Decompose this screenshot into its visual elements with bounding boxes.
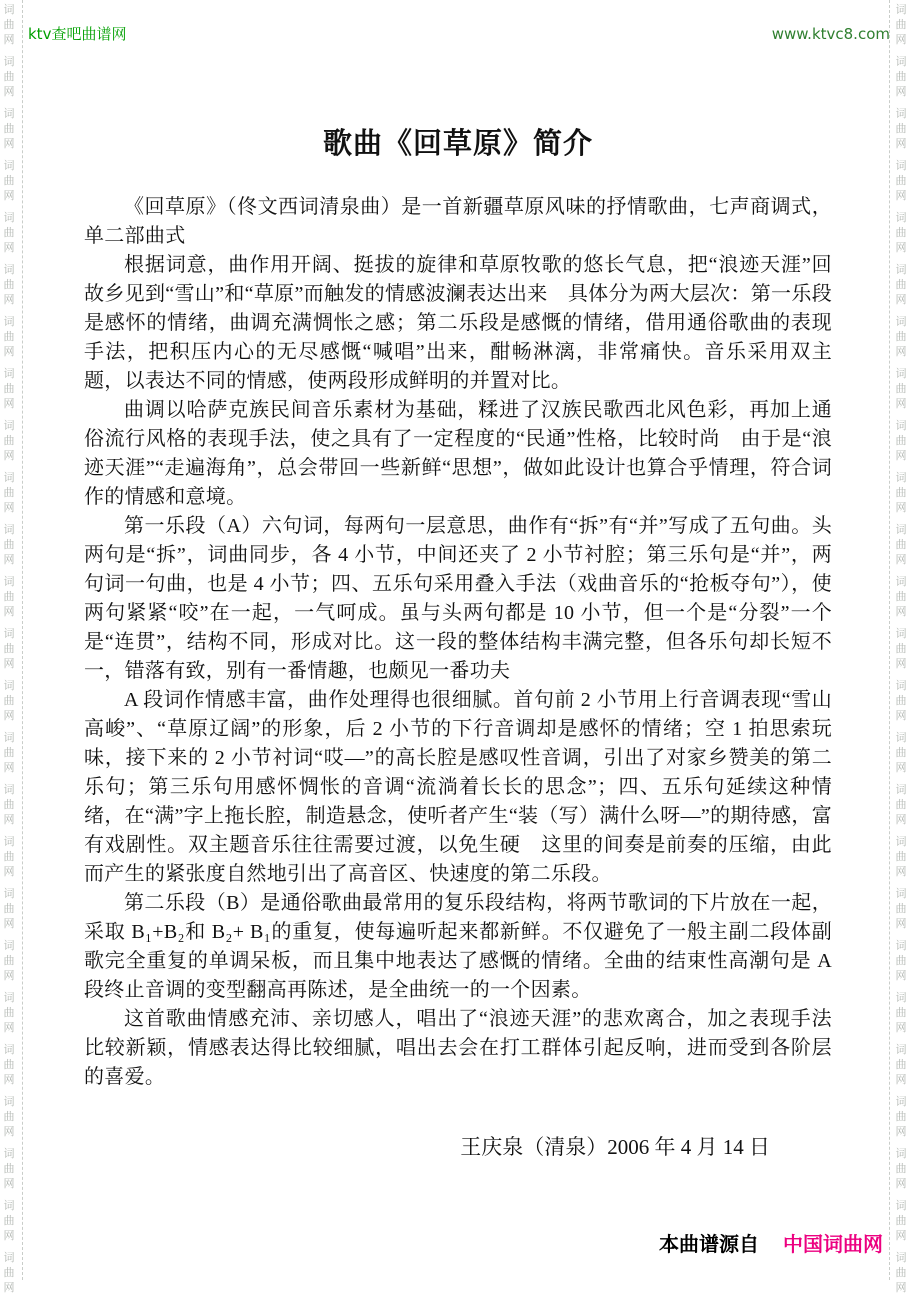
right-watermark-column [894, 2, 908, 1294]
watermark-group [2, 366, 16, 411]
left-watermark-column [2, 2, 16, 1294]
watermark-char: 网 [3, 1177, 15, 1190]
watermark-group [894, 626, 908, 671]
watermark-char: 网 [895, 553, 907, 566]
watermark-group [894, 574, 908, 619]
watermark-char: 词 [895, 263, 907, 276]
watermark-char: 词 [3, 1251, 15, 1264]
watermark-group [2, 158, 16, 203]
watermark-char: 曲 [3, 18, 15, 31]
watermark-char: 曲 [3, 1266, 15, 1279]
watermark-char: 网 [3, 813, 15, 826]
watermark-char: 曲 [3, 590, 15, 603]
watermark-char: 曲 [3, 278, 15, 291]
watermark-group [2, 938, 16, 983]
watermark-group [2, 106, 16, 151]
watermark-char: 词 [3, 55, 15, 68]
watermark-group [894, 938, 908, 983]
watermark-group [2, 418, 16, 463]
watermark-group [2, 1094, 16, 1139]
watermark-group [894, 106, 908, 151]
watermark-char: 网 [3, 657, 15, 670]
watermark-char: 词 [3, 315, 15, 328]
watermark-group [894, 834, 908, 879]
watermark-group [894, 730, 908, 775]
article-paragraph: A 段词作情感丰富，曲作处理得也很细腻。首句前 2 小节用上行音调表现“雪山高峻”、“草原辽阔”的形象，后 2 小节的下行音调却是感怀的情绪；空 1 拍思索玩味，接下来的 2 小节衬词“哎—”的高长腔是感叹性音调，引出了对家乡赞美的第二乐句；第三乐句用感怀惆怅的音调“流淌着长长的思念”；四、五乐句延续这种情绪，在“满”字上拖长腔，制造悬念，使听者产生“装（写）满什么呀—”的期待感，富有戏剧性。双主题音乐往往需要过渡，以免生硬 这里的间奏是前奏的压缩，由此而产生的紧张度自然地引出了高音区、快速度的第二乐段。 [84, 689, 832, 885]
watermark-group [894, 366, 908, 411]
watermark-char: 词 [3, 3, 15, 16]
page-footer [659, 1232, 883, 1256]
watermark-group [894, 54, 908, 99]
article-paragraph: 《回草原》（佟文西词清泉曲）是一首新疆草原风味的抒情歌曲，七声商调式，单二部曲式 [84, 196, 832, 247]
watermark-char: 曲 [895, 434, 907, 447]
watermark-group [894, 1042, 908, 1087]
watermark-char: 曲 [895, 278, 907, 291]
watermark-char: 词 [895, 679, 907, 692]
right-dashed-divider [889, 0, 890, 1280]
watermark-char: 曲 [3, 902, 15, 915]
watermark-group [894, 990, 908, 1035]
watermark-char: 网 [895, 865, 907, 878]
watermark-char: 网 [3, 761, 15, 774]
watermark-char: 网 [3, 553, 15, 566]
watermark-char: 网 [895, 1021, 907, 1034]
watermark-char: 网 [895, 1229, 907, 1242]
watermark-char: 网 [895, 1125, 907, 1138]
watermark-char: 曲 [895, 1110, 907, 1123]
watermark-char: 曲 [895, 642, 907, 655]
watermark-char: 曲 [895, 850, 907, 863]
watermark-char: 词 [3, 575, 15, 588]
watermark-char: 曲 [3, 694, 15, 707]
watermark-char: 网 [895, 397, 907, 410]
article-paragraph: 第二乐段（B）是通俗歌曲最常用的复乐段结构，将两节歌词的下片放在一起，采取 B₁+B₂和 B₂+ B₁的重复，使每遍听起来都新鲜。不仅避免了一般主副二段体副歌完全重复的单调呆板，而且集中地表达了感慨的情绪。全曲的结束性高潮句是 A 段终止音调的变型翻高再陈述，是全曲统一的一个因素。 [84, 892, 832, 1001]
watermark-group [2, 210, 16, 255]
watermark-char: 网 [895, 345, 907, 358]
watermark-char: 曲 [3, 1058, 15, 1071]
watermark-char: 词 [895, 939, 907, 952]
watermark-char: 曲 [895, 590, 907, 603]
watermark-char: 词 [895, 523, 907, 536]
watermark-char: 词 [895, 471, 907, 484]
article-paragraph: 这首歌曲情感充沛、亲切感人，唱出了“浪迹天涯”的悲欢离合，加之表现手法比较新颖，情感表达得比较细腻，唱出去会在打工群体引起反响，进而受到各阶层的喜爱。 [84, 1008, 832, 1088]
watermark-group [2, 626, 16, 671]
watermark-char: 曲 [895, 330, 907, 343]
watermark-char: 曲 [3, 70, 15, 83]
watermark-char: 词 [895, 1043, 907, 1056]
watermark-char: 词 [3, 107, 15, 120]
watermark-char: 词 [3, 159, 15, 172]
watermark-char: 词 [895, 887, 907, 900]
watermark-char: 词 [3, 419, 15, 432]
watermark-char: 网 [895, 1281, 907, 1294]
left-dashed-divider [22, 0, 23, 1280]
watermark-char: 网 [895, 657, 907, 670]
watermark-char: 网 [895, 969, 907, 982]
watermark-char: 词 [3, 679, 15, 692]
watermark-group [894, 2, 908, 47]
watermark-group [894, 314, 908, 359]
watermark-char: 词 [3, 991, 15, 1004]
watermark-char: 网 [3, 1021, 15, 1034]
watermark-char: 曲 [3, 226, 15, 239]
watermark-group [2, 886, 16, 931]
watermark-char: 网 [3, 1073, 15, 1086]
watermark-char: 网 [895, 605, 907, 618]
watermark-char: 网 [895, 241, 907, 254]
watermark-char: 曲 [895, 70, 907, 83]
watermark-char: 网 [3, 449, 15, 462]
watermark-char: 网 [895, 293, 907, 306]
watermark-char: 词 [3, 211, 15, 224]
watermark-char: 曲 [3, 1214, 15, 1227]
watermark-group [2, 574, 16, 619]
watermark-group [2, 314, 16, 359]
watermark-char: 曲 [895, 1006, 907, 1019]
watermark-group [894, 418, 908, 463]
watermark-char: 网 [895, 709, 907, 722]
watermark-group [2, 470, 16, 515]
watermark-char: 曲 [3, 174, 15, 187]
watermark-char: 曲 [895, 746, 907, 759]
watermark-char: 词 [3, 263, 15, 276]
watermark-char: 词 [3, 887, 15, 900]
watermark-char: 词 [895, 991, 907, 1004]
watermark-char: 曲 [895, 174, 907, 187]
watermark-char: 词 [895, 55, 907, 68]
source-site-link[interactable]: 中国词曲网 [783, 1232, 883, 1256]
watermark-char: 网 [895, 1073, 907, 1086]
watermark-char: 网 [3, 917, 15, 930]
watermark-char: 词 [3, 367, 15, 380]
watermark-group [2, 54, 16, 99]
watermark-char: 词 [895, 1147, 907, 1160]
watermark-group [894, 782, 908, 827]
watermark-char: 词 [895, 315, 907, 328]
site-url-link[interactable]: www.ktvc8.com [771, 25, 890, 43]
watermark-group [894, 1250, 908, 1295]
watermark-char: 词 [895, 107, 907, 120]
watermark-char: 词 [3, 939, 15, 952]
author-signature: 王庆泉（清泉）2006 年 4 月 14 日 [460, 1135, 770, 1159]
watermark-char: 曲 [3, 642, 15, 655]
article-paragraph: 根据词意，曲作用开阔、挺拔的旋律和草原牧歌的悠长气息，把“浪迹天涯”回故乡见到“雪山”和“草原”而触发的情感波澜表达出来 具体分为两大层次：第一乐段是感怀的情绪，曲调充满惆怅之感；第二乐段是感慨的情绪，借用通俗歌曲的表现手法，把积压内心的无尽感慨“喊唱”出来，酣畅淋漓，非常痛快。音乐采用双主题，以表达不同的情感，使两段形成鲜明的并置对比。 [84, 254, 832, 392]
watermark-char: 网 [895, 1177, 907, 1190]
watermark-char: 网 [3, 1125, 15, 1138]
watermark-char: 曲 [895, 798, 907, 811]
watermark-char: 曲 [895, 694, 907, 707]
watermark-char: 词 [3, 1147, 15, 1160]
watermark-char: 词 [895, 731, 907, 744]
watermark-group [894, 1146, 908, 1191]
watermark-group [894, 522, 908, 567]
watermark-group [894, 262, 908, 307]
watermark-char: 曲 [3, 850, 15, 863]
watermark-group [2, 1250, 16, 1295]
watermark-char: 网 [895, 33, 907, 46]
watermark-char: 网 [895, 761, 907, 774]
watermark-char: 词 [3, 1043, 15, 1056]
watermark-group [2, 2, 16, 47]
watermark-char: 词 [895, 1095, 907, 1108]
watermark-char: 曲 [3, 1006, 15, 1019]
watermark-group [2, 730, 16, 775]
watermark-char: 曲 [3, 486, 15, 499]
watermark-char: 词 [3, 627, 15, 640]
watermark-char: 词 [895, 1199, 907, 1212]
watermark-char: 网 [895, 137, 907, 150]
article-paragraph: 曲调以哈萨克族民间音乐素材为基础，糅进了汉族民歌西北风色彩，再加上通俗流行风格的表现手法，使之具有了一定程度的“民通”性格，比较时尚 由于是“浪迹天涯”“走遍海角”，总会带回一些新鲜“思想”，做如此设计也算合乎情理，符合词作的情感和意境。 [84, 399, 832, 508]
watermark-char: 曲 [895, 1162, 907, 1175]
watermark-char: 曲 [895, 954, 907, 967]
watermark-group [2, 782, 16, 827]
watermark-char: 曲 [895, 122, 907, 135]
watermark-char: 曲 [3, 382, 15, 395]
watermark-char: 词 [895, 1251, 907, 1264]
watermark-char: 词 [895, 211, 907, 224]
source-label: 本曲谱源自 [659, 1232, 759, 1256]
watermark-char: 曲 [895, 1058, 907, 1071]
watermark-char: 网 [3, 865, 15, 878]
watermark-char: 词 [3, 523, 15, 536]
watermark-char: 曲 [895, 1214, 907, 1227]
watermark-char: 网 [3, 605, 15, 618]
watermark-char: 网 [3, 709, 15, 722]
watermark-char: 网 [3, 501, 15, 514]
watermark-char: 词 [895, 3, 907, 16]
watermark-char: 曲 [3, 434, 15, 447]
watermark-char: 网 [895, 449, 907, 462]
watermark-group [2, 1198, 16, 1243]
watermark-char: 曲 [3, 1162, 15, 1175]
watermark-group [894, 678, 908, 723]
watermark-char: 词 [3, 471, 15, 484]
watermark-char: 词 [3, 1199, 15, 1212]
watermark-char: 曲 [895, 486, 907, 499]
watermark-char: 曲 [895, 18, 907, 31]
watermark-group [894, 158, 908, 203]
article-paragraphs [84, 193, 832, 1092]
watermark-char: 网 [3, 969, 15, 982]
watermark-char: 词 [895, 627, 907, 640]
watermark-group [894, 886, 908, 931]
watermark-char: 词 [895, 419, 907, 432]
watermark-char: 网 [895, 501, 907, 514]
article [84, 0, 832, 1160]
watermark-char: 网 [895, 189, 907, 202]
watermark-char: 词 [895, 367, 907, 380]
watermark-char: 网 [3, 33, 15, 46]
watermark-group [2, 522, 16, 567]
watermark-char: 网 [3, 293, 15, 306]
watermark-char: 网 [3, 137, 15, 150]
watermark-group [2, 1042, 16, 1087]
watermark-char: 词 [895, 783, 907, 796]
article-paragraph: 第一乐段（A）六句词，每两句一层意思，曲作有“拆”有“并”写成了五句曲。头两句是“拆”，词曲同步，各 4 小节，中间还夹了 2 小节衬腔；第三乐句是“并”，两句词一句曲，也是 4 小节；四、五乐句采用叠入手法（戏曲音乐的“抢板夺句”），使两句紧紧“咬”在一起，一气呵成。虽与头两句都是 10 小节，但一个是“分裂”一个是“连贯”，结构不同，形成对比。这一段的整体结构丰满完整，但各乐句却长短不一，错落有致，别有一番情趣，也颇见一番功夫 [84, 515, 832, 682]
watermark-group [894, 470, 908, 515]
watermark-char: 曲 [895, 902, 907, 915]
watermark-group [2, 834, 16, 879]
watermark-char: 网 [3, 241, 15, 254]
watermark-char: 词 [895, 575, 907, 588]
watermark-char: 网 [3, 397, 15, 410]
watermark-group [2, 990, 16, 1035]
watermark-char: 曲 [3, 954, 15, 967]
watermark-char: 曲 [895, 538, 907, 551]
watermark-char: 网 [3, 85, 15, 98]
watermark-char: 网 [3, 189, 15, 202]
watermark-group [2, 678, 16, 723]
watermark-char: 曲 [895, 382, 907, 395]
watermark-group [894, 210, 908, 255]
watermark-char: 词 [895, 835, 907, 848]
watermark-char: 网 [3, 1229, 15, 1242]
watermark-group [2, 262, 16, 307]
watermark-group [2, 1146, 16, 1191]
watermark-char: 词 [895, 159, 907, 172]
watermark-char: 曲 [3, 330, 15, 343]
watermark-char: 网 [895, 813, 907, 826]
watermark-char: 曲 [895, 226, 907, 239]
site-name-link[interactable]: ktv查吧曲谱网 [28, 25, 127, 43]
article-title: 歌曲《回草原》简介 [322, 128, 593, 160]
watermark-char: 曲 [895, 1266, 907, 1279]
watermark-char: 网 [3, 345, 15, 358]
watermark-char: 曲 [3, 798, 15, 811]
watermark-char: 词 [3, 783, 15, 796]
watermark-char: 网 [895, 917, 907, 930]
watermark-char: 网 [895, 85, 907, 98]
watermark-group [894, 1198, 908, 1243]
watermark-char: 曲 [3, 538, 15, 551]
watermark-char: 曲 [3, 1110, 15, 1123]
watermark-char: 词 [3, 731, 15, 744]
watermark-char: 曲 [3, 746, 15, 759]
watermark-char: 网 [3, 1281, 15, 1294]
watermark-char: 词 [3, 835, 15, 848]
watermark-char: 词 [3, 1095, 15, 1108]
watermark-group [894, 1094, 908, 1139]
watermark-char: 曲 [3, 122, 15, 135]
